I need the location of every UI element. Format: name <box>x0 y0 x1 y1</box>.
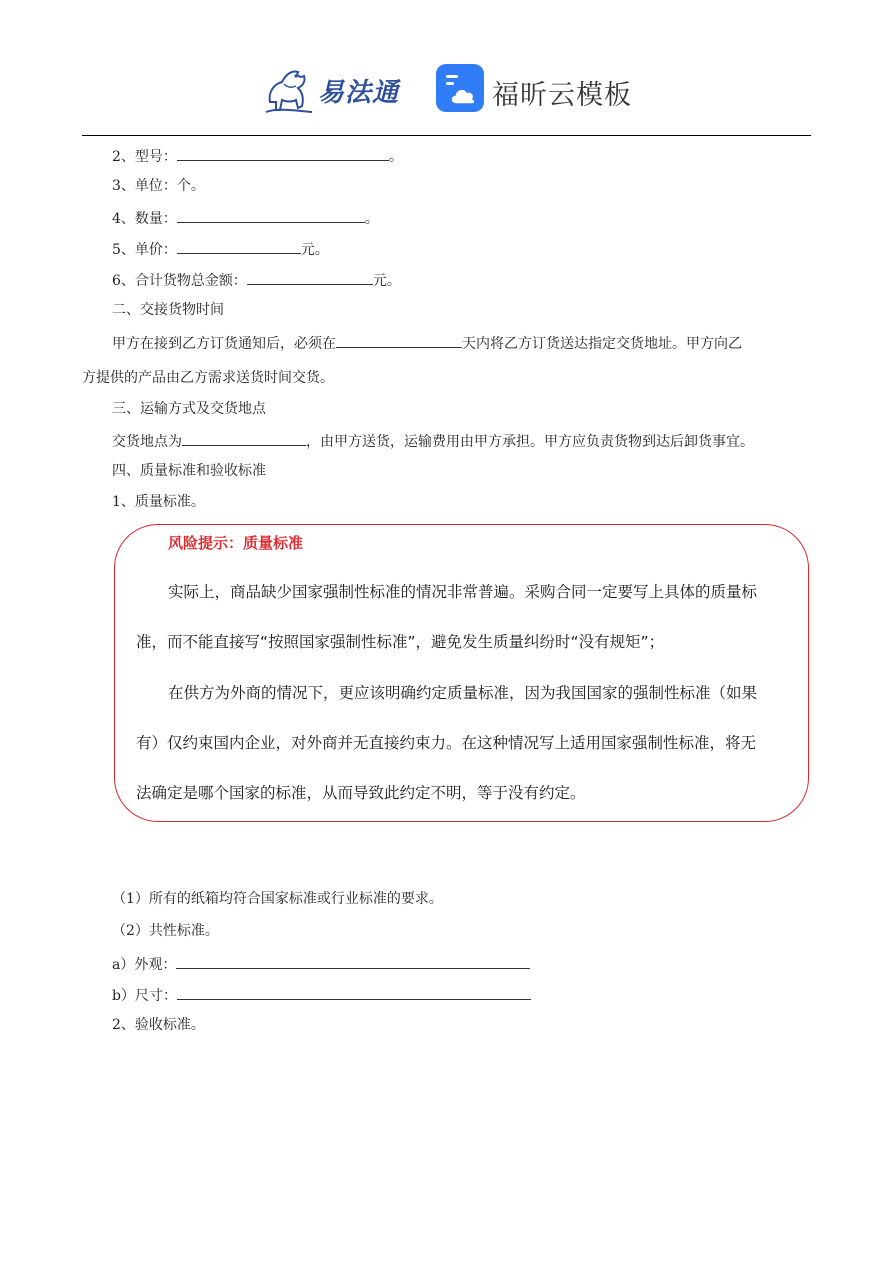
quantity-line: 4、数量： 。 <box>112 207 379 229</box>
common-standard-item: （2）共性标准。 <box>112 923 219 939</box>
page-header <box>0 56 893 126</box>
acceptance-standard-item: 2、验收标准。 <box>112 1017 205 1033</box>
unit-price-line: 5、单价： 元。 <box>112 238 329 260</box>
cloud-document-icon <box>436 64 484 112</box>
section-4-heading: 四、质量标准和验收标准 <box>112 463 266 479</box>
delivery-time-para-line2: 方提供的产品由乙方需求送货时间交货。 <box>82 370 334 386</box>
appearance-blank[interactable] <box>176 953 530 969</box>
unit-line: 3、单位：个。 <box>112 178 205 194</box>
delivery-time-para: 甲方在接到乙方订货通知后，必须在 天内将乙方订货送达指定交货地址。甲方向乙 <box>112 332 742 354</box>
section-2-heading: 二、交接货物时间 <box>112 302 224 318</box>
delivery-days-blank[interactable] <box>336 332 462 348</box>
risk-tip-title: 风险提示：质量标准 <box>168 534 304 552</box>
risk-tip-box <box>114 524 809 822</box>
appearance-line: a）外观： <box>112 953 530 975</box>
logo1-text: 易法通 <box>318 78 400 108</box>
size-line: b）尺寸： <box>112 984 531 1006</box>
size-blank[interactable] <box>177 984 531 1000</box>
foxit-cloud-template-logo <box>436 64 646 120</box>
risk-tip-para2-line3: 法确定是哪个国家的标准，从而导致此约定不明，等于没有约定。 <box>136 784 586 802</box>
quantity-blank[interactable] <box>177 207 365 223</box>
unit-price-blank[interactable] <box>177 238 301 254</box>
delivery-place-blank[interactable] <box>182 430 306 446</box>
model-blank[interactable] <box>177 145 389 161</box>
total-amount-line: 6、合计货物总金额： 元。 <box>112 269 401 291</box>
quality-standard-item: 1、质量标准。 <box>112 494 205 510</box>
total-amount-blank[interactable] <box>247 269 373 285</box>
carton-standard-item: （1）所有的纸箱均符合国家标准或行业标准的要求。 <box>112 891 443 907</box>
header-divider <box>82 135 811 136</box>
section-3-heading: 三、运输方式及交货地点 <box>112 401 266 417</box>
yifatong-logo <box>262 62 422 118</box>
model-line: 2、型号： 。 <box>112 145 403 167</box>
risk-tip-para1-line2: 准，而不能直接写“按照国家强制性标准”，避免发生质量纠纷时“没有规矩”； <box>136 633 665 651</box>
risk-tip-para2-line1: 在供方为外商的情况下，更应该明确约定质量标准，因为我国国家的强制性标准（如果 <box>168 684 758 702</box>
qilin-mascot-icon <box>262 62 320 118</box>
risk-tip-para2-line2: 有）仅约束国内企业，对外商并无直接约束力。在这种情况写上适用国家强制性标准，将无 <box>136 734 757 752</box>
delivery-place-para: 交货地点为 ，由甲方送货，运输费用由甲方承担。甲方应负责货物到达后卸货事宜。 <box>112 430 754 452</box>
risk-tip-para1-line1: 实际上，商品缺少国家强制性标准的情况非常普遍。采购合同一定要写上具体的质量标 <box>168 583 758 601</box>
logo2-text: 福昕云模板 <box>492 80 632 111</box>
